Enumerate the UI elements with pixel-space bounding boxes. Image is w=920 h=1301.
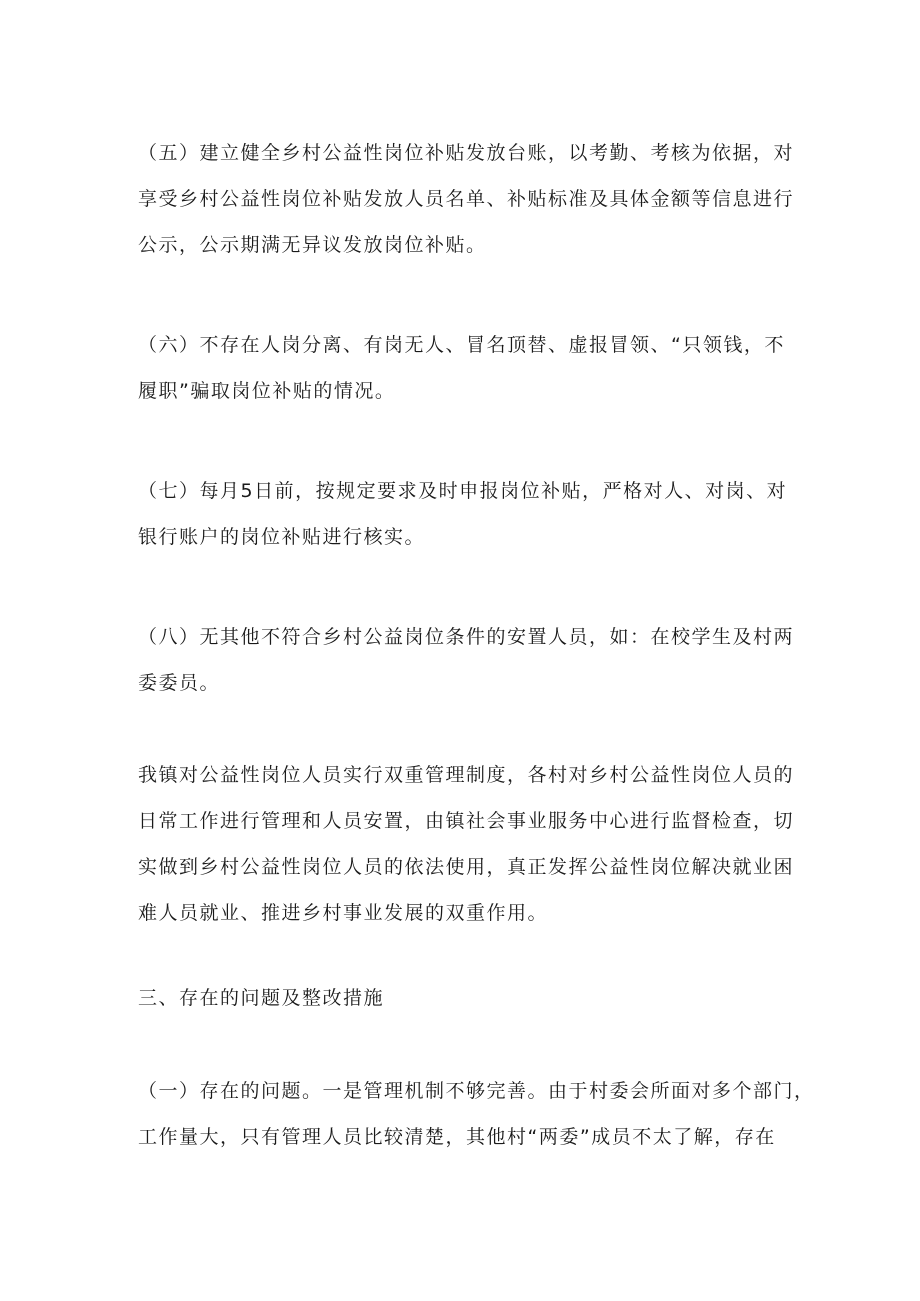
paragraph-summary	[138, 752, 795, 936]
heading-line: 三、存在的问题及整改措施	[138, 987, 385, 1009]
paragraph-problem-1	[138, 1068, 815, 1160]
text-line: 履职”骗取岗位补贴的情况。	[138, 380, 396, 402]
text-line: （一）存在的问题。一是管理机制不够完善。由于村委会所面对多个部门，	[138, 1080, 815, 1102]
text-line: 银行账户的岗位补贴进行核实。	[138, 526, 426, 548]
text-line: 委委员。	[138, 672, 221, 694]
text-line: （五）建立健全乡村公益性岗位补贴发放台账，以考勤、考核为依据，对	[138, 142, 795, 164]
paragraph-item-6	[138, 322, 788, 414]
text-line: 我镇对公益性岗位人员实行双重管理制度，各村对乡村公益性岗位人员的	[138, 764, 795, 786]
text-line: 实做到乡村公益性岗位人员的依法使用，真正发挥公益性岗位解决就业困	[138, 856, 795, 878]
text-line: 享受乡村公益性岗位补贴发放人员名单、补贴标准及具体金额等信息进行	[138, 188, 795, 210]
text-line: （六）不存在人岗分离、有岗无人、冒名顶替、虚报冒领、“只领钱，不	[138, 334, 785, 356]
text-line: （八）无其他不符合乡村公益岗位条件的安置人员，如：在校学生及村两	[138, 626, 795, 648]
text-line: 公示，公示期满无异议发放岗位补贴。	[138, 234, 487, 256]
paragraph-item-7	[138, 468, 788, 560]
text-line: （七）每月5日前，按规定要求及时申报岗位补贴，严格对人、对岗、对	[138, 480, 788, 502]
text-line: 日常工作进行管理和人员安置，由镇社会事业服务中心进行监督检查，切	[138, 810, 795, 832]
section-heading	[138, 975, 788, 1021]
paragraph-item-8	[138, 614, 795, 706]
text-line: 工作量大，只有管理人员比较清楚，其他村“两委”成员不太了解，存在	[138, 1126, 776, 1148]
text-line: 难人员就业、推进乡村事业发展的双重作用。	[138, 902, 549, 924]
paragraph-item-5	[138, 130, 795, 268]
